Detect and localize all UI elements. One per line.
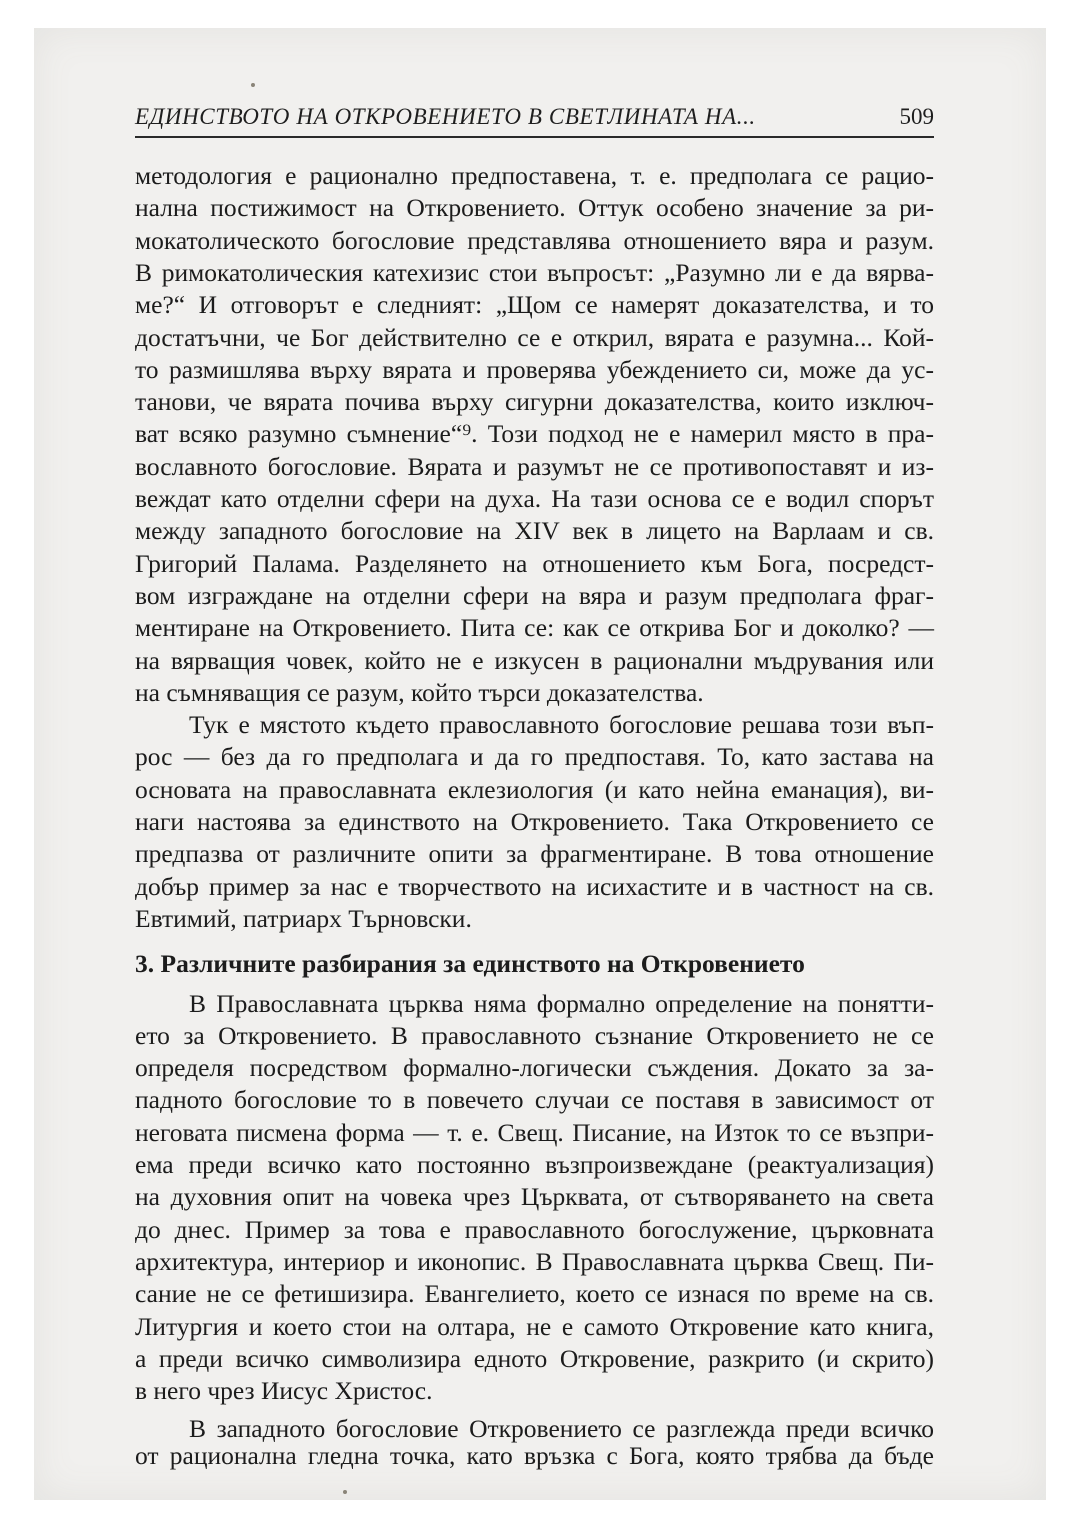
text-line: достатъчни, че Бог действително се е открил, вярата е разумна... Кой- xyxy=(135,322,934,352)
text-line: неговата писмена форма — т. е. Свещ. Писание, на Изток то се възпри- xyxy=(135,1117,934,1147)
text-line: наги настоява за единството на Откровението. Така Откровението се xyxy=(135,807,934,836)
text-line: на съмняващия се разум, който търси доказателства. xyxy=(135,677,704,707)
text-line: от рационална гледна точка, като връзка с Бога, която трябва да бъде xyxy=(135,1440,934,1470)
text-line: ментиране на Откровението. Пита се: как се открива Бог и доколко? — xyxy=(135,613,934,643)
text-line: Тук е мястото където православното богословие решава този въп- xyxy=(189,710,934,740)
paper-speck xyxy=(251,83,255,87)
text-line: танови, че вярата почива върху сигурни доказателства, които изключ- xyxy=(135,387,934,417)
paper-speck xyxy=(343,1490,347,1494)
text-line: между западното богословие на XIV век в лицето на Варлаам и св. xyxy=(135,516,934,546)
text-line: нална постижимост на Откровението. Оттук особено значение за ри- xyxy=(135,193,934,223)
text-line: мокатолическото богословие представлява отношението вяра и разум. xyxy=(135,225,934,255)
text-line: а преди всичко символизира едното Откровение, разкрито (и скрито) xyxy=(135,1343,934,1373)
text-line: то размишлява върху вярата и проверява убеждението си, може да ус- xyxy=(135,354,934,384)
text-line: ема преди всичко като постоянно възпроизвеждане (реактуализация) xyxy=(135,1150,934,1179)
text-line: на духовния опит на човека чрез Църквата, от сътворяването на света xyxy=(135,1182,934,1212)
page-number: 509 xyxy=(899,104,934,129)
text-line: В Православната църква няма формално определение на понятти- xyxy=(189,988,934,1018)
text-line: архитектура, интериор и иконопис. В Православната църква Свещ. Пи- xyxy=(135,1246,934,1276)
text-line: Литургия и което стои на олтара, не е самото Откровение като книга, xyxy=(135,1311,934,1341)
text-line: В римокатолическия катехизис стои въпросът: „Разумно ли е да вярва- xyxy=(135,257,934,287)
text-line: на вярващия човек, който не е изкусен в рационални мъдрувания или xyxy=(135,645,934,675)
text-line: ме?“ И отговорът е следният: „Щом се намерят доказателства, и то xyxy=(135,290,934,320)
running-head: ЕДИНСТВОТО НА ОТКРОВЕНИЕТО В СВЕТЛИНАТА НА... xyxy=(135,104,756,129)
text-line: добър пример за нас е творчеството на исихастите и в частност на св. xyxy=(135,871,934,901)
text-line: сание не се фетишизира. Евангелието, което се изнася по време на св. xyxy=(135,1279,934,1309)
text-line: ват всяко разумно съмнение“⁹. Този подход не е намерил място в пра- xyxy=(135,419,934,449)
text-line: основата на православната еклезиология (и като нейна еманация), ви- xyxy=(135,774,934,804)
text-line: падното богословие то в повечето случаи се поставя в зависимост от xyxy=(135,1085,934,1115)
text-line: веждат като отделни сфери на духа. На тази основа се е водил спорът xyxy=(135,484,934,513)
text-line: определя посредством формално-логически съждения. Докато за за- xyxy=(135,1053,934,1083)
text-line: методология е рационално предпоставена, т. е. предполага се рацио- xyxy=(135,161,934,190)
text-line: до днес. Пример за това е православното богослужение, църковната xyxy=(135,1214,934,1244)
text-line: вом изграждане на отделни сфери на вяра и разум предполага фраг- xyxy=(135,580,934,610)
text-line: рос — без да го предполага и да го предпоставя. То, като застава на xyxy=(135,742,934,772)
text-line: вославното богословие. Вярата и разумът не се противопоставят и из- xyxy=(135,451,934,481)
text-line: ето за Откровението. В православното съзнание Откровението не се xyxy=(135,1020,934,1050)
text-line: Евтимий, патриарх Търновски. xyxy=(135,903,472,933)
text-line: В западното богословие Откровението се разглежда преди всичко xyxy=(189,1414,934,1444)
text-line: предпазва от различните опити за фрагментиране. В това отношение xyxy=(135,839,934,869)
section-heading: 3. Различните разбирания за единството на Откровението xyxy=(135,949,805,979)
text-line: Григорий Палама. Разделянето на отношението към Бога, посредст- xyxy=(135,548,934,578)
text-line: в него чрез Иисус Христос. xyxy=(135,1376,433,1406)
page-header xyxy=(135,100,934,138)
